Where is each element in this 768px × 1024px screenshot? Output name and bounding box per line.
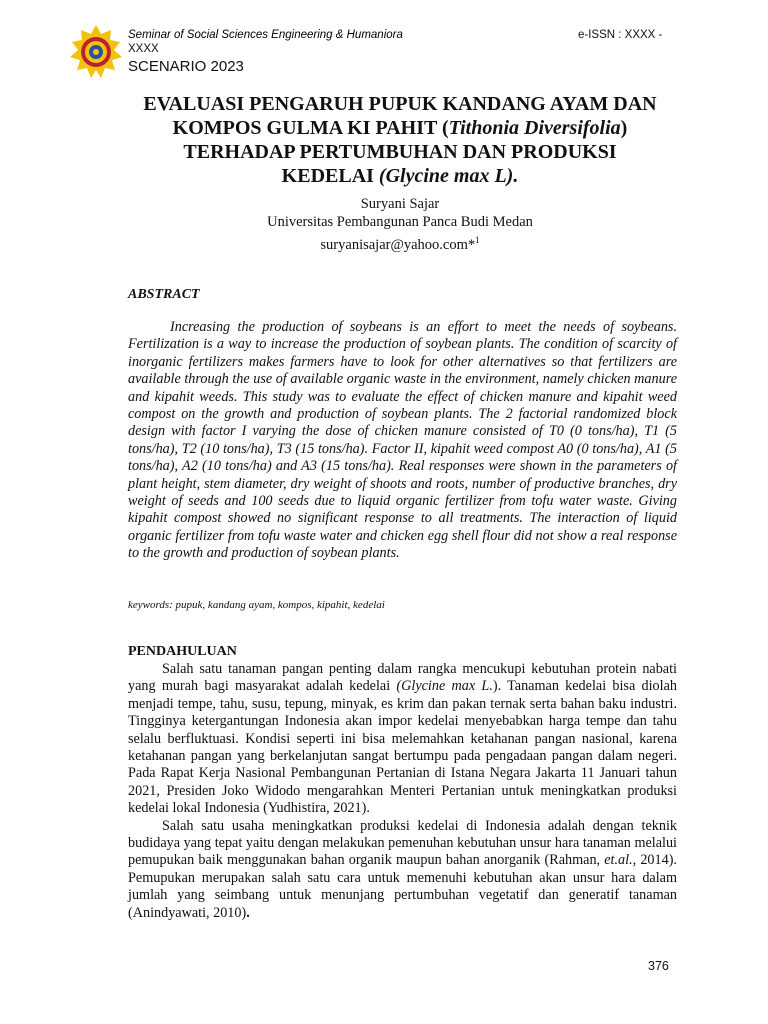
- introduction-body: [128, 661, 677, 922]
- paragraph: Salah satu tanaman pangan penting dalam rangka mencukupi kebutuhan protein nabati yang murah bagi masyarakat adalah kedelai (Glycine max L.). Tanaman kedelai bisa diolah menjadi tempe, tahu, susu, tepung, minyak, es krim dan pakan ternak serta bahan baku industri. Tingginya ketergantungan Indonesia akan impor kedelai menyebabkan harga tempe dan tahu selalu berfluktuasi. Kondisi seperti ini bisa melemahkan ketahanan pangan nasional, karena ketahanan pangan yang berkelanjutan sangat bertumpu pada pengadaan pangan dalam negeri. Pada Rapat Kerja Nasional Pembangunan Pertanian di Istana Negara Jakarta 11 Januari tahun 2021, Presiden Joko Widodo mengarahkan Menteri Pertanian untuk meningkatkan produksi kedelai lokal Indonesia (Yudhistira, 2021).: [128, 661, 677, 817]
- title-line-2: KOMPOS GULMA KI PAHIT (Tithonia Diversifolia): [172, 117, 628, 139]
- section-heading-pendahuluan: PENDAHULUAN: [128, 644, 237, 659]
- issn-continuation: XXXX: [128, 43, 159, 55]
- page-number: 376: [648, 959, 669, 973]
- conference-name: Seminar of Social Sciences Engineering & Humaniora: [128, 29, 403, 41]
- title-line-3: TERHADAP PERTUMBUHAN DAN PRODUKSI: [183, 141, 617, 163]
- conference-acronym: SCENARIO 2023: [128, 58, 244, 75]
- title-line-4: KEDELAI (Glycine max L).: [281, 165, 519, 187]
- university-seal-icon: [68, 24, 124, 80]
- issn-label: e-ISSN : XXXX -: [578, 29, 663, 41]
- abstract-heading: ABSTRACT: [128, 287, 200, 302]
- paragraph: Salah satu usaha meningkatkan produksi kedelai di Indonesia adalah dengan teknik budidaya yang tepat yaitu dengan melakukan pemenuhan kebutuhan unsur hara tanaman melalui pemupukan baik menggunakan bahan organik maupun bahan anorganik (Rahman, et.al., 2014). Pemupukan merupakan salah satu cara untuk memenuhi kebutuhan akan unsur hara dalam jumlah yang seimbang untuk menunjang pertumbuhan vegetatif dan generatif tanaman (Anindyawati, 2010).: [128, 817, 677, 921]
- keywords: keywords: pupuk, kandang ayam, kompos, kipahit, kedelai: [128, 599, 385, 611]
- author-name: Suryani Sajar: [360, 196, 440, 212]
- paper-title: [100, 92, 700, 188]
- author-affiliation: Universitas Pembangunan Panca Budi Medan: [267, 214, 533, 230]
- author-email: suryanisajar@yahoo.com*$^1$: [320, 235, 480, 253]
- abstract-body: Increasing the production of soybeans is an effort to meet the needs of soybeans. Fertilization is a way to increase the production of soybean plants. The condition of scarcity of inorganic fertilizers makes farmers have to look for other alternatives so that fertilizers are available through the use of available organic waste in the environment, namely chicken manure and kipahit weeds. This study was to evaluate the effect of chicken manure and kipahit weed compost on the growth and production of soybean plants. The 2 factorial randomized block design with factor I varying the dose of chicken manure consisted of T0 (0 tons/ha), T1 (5 tons/ha), T2 (10 tons/ha), T3 (15 tons/ha). Factor II, kipahit weed compost A0 (0 tons/ha), A1 (5 tons/ha), A2 (10 tons/ha) and A3 (15 tons/ha). Real responses were shown in the parameters of plant height, stem diameter, dry weight of shoots and roots, number of productive branches, dry weight of seeds and 100 seeds due to liquid organic fertilizer from tofu water waste. Giving kipahit compost showed no significant response to all treatments. The interaction of liquid organic fertilizer from tofu waste water and chicken egg shell flour did not show a real response to the growth and production of soybean plants.: [128, 319, 677, 562]
- author-block: [150, 195, 650, 254]
- title-line-1: EVALUASI PENGARUH PUPUK KANDANG AYAM DAN: [143, 93, 657, 115]
